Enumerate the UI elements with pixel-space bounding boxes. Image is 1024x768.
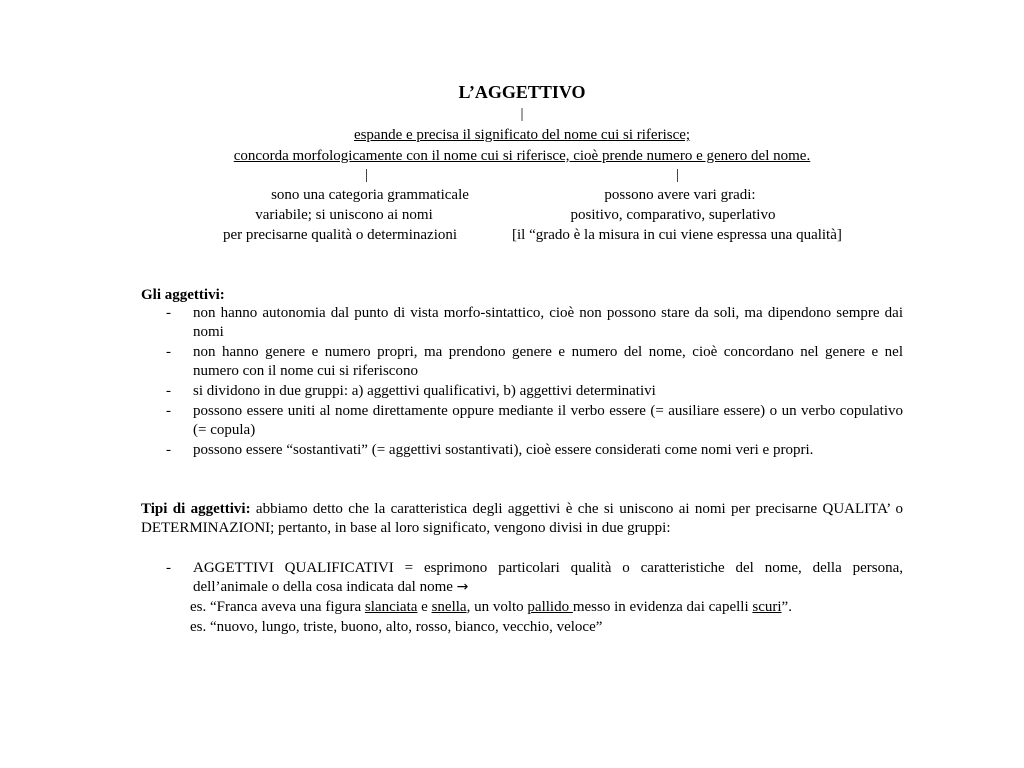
- left-col-line-2: variabile; si uniscono ai nomi: [255, 207, 433, 223]
- section-tipi-paragraph: [141, 500, 903, 538]
- right-col-line-2: positivo, comparativo, superlativo: [570, 207, 776, 223]
- example-line-1: [190, 598, 792, 617]
- right-col-line-1: possono avere vari gradi:: [604, 187, 756, 203]
- example-underlined-word: pallido: [527, 599, 573, 615]
- example-text: es. “Franca aveva una figura: [190, 599, 365, 615]
- definition-line-1: espande e precisa il significato del nome cui si riferisce;: [353, 127, 691, 143]
- connector-line: |: [520, 106, 524, 122]
- list-item-text: non hanno autonomia dal punto di vista morfo-sintattico, cioè non possono stare da soli, ma dipendono sempre dai nomi: [193, 305, 903, 340]
- list-item-text: possono essere “sostantivati” (= aggettivi sostantivati), cioè essere considerati come nomi veri e propri.: [193, 442, 814, 458]
- page-title: L’AGGETTIVO: [458, 82, 586, 102]
- example-text: messo in evidenza dai capelli: [572, 599, 753, 615]
- example-text: , un volto: [466, 599, 528, 615]
- example-underlined-word: scuri: [752, 599, 782, 615]
- definition-line-2: concorda morfologicamente con il nome cui si riferisce, cioè prende numero e genero del nome.: [233, 148, 811, 164]
- connector-line-right: |: [676, 167, 680, 183]
- arrow-right-icon: →: [456, 579, 469, 595]
- left-col-line-3: per precisarne qualità o determinazioni: [222, 227, 458, 243]
- list-item-text: si dividono in due gruppi: a) aggettivi qualificativi, b) aggettivi determinativi: [193, 383, 656, 399]
- example-underlined-word: slanciata: [364, 599, 418, 615]
- example-text: ”.: [781, 599, 792, 615]
- list-bullet: -: [166, 403, 171, 419]
- example-underlined-word: snella: [431, 599, 467, 615]
- list-item-qualificativi: [193, 559, 903, 597]
- left-col-line-1: sono una categoria grammaticale: [271, 187, 469, 203]
- list-bullet: -: [166, 383, 171, 399]
- right-col-line-3: [il “grado è la misura in cui viene espressa una qualità]: [512, 227, 842, 243]
- list-bullet: -: [166, 442, 171, 458]
- example-line-2: es. “nuovo, lungo, triste, buono, alto, rosso, bianco, vecchio, veloce”: [190, 619, 603, 635]
- list-bullet: -: [166, 560, 171, 576]
- section-tipi-intro: abbiamo detto che la caratteristica degli aggettivi è che si uniscono ai nomi per precisarne QUALITA’ o DETERMINAZIONI; pertanto, in base al loro significato, vengono divisi in due gruppi:: [141, 501, 904, 536]
- section-heading-gli-aggettivi: Gli aggettivi:: [141, 287, 225, 303]
- section-heading-tipi: Tipi di aggettivi:: [141, 501, 251, 517]
- list-bullet: -: [166, 305, 171, 321]
- example-text: e: [417, 599, 432, 615]
- list-item-text: possono essere uniti al nome direttamente oppure mediante il verbo essere (= ausiliare essere) o un verbo copulativo (= copula): [193, 403, 903, 438]
- connector-line-left: |: [365, 167, 369, 183]
- list-item-text: AGGETTIVI QUALIFICATIVI = esprimono particolari qualità o caratteristiche del nome, della persona, dell’animale o della cosa indicata dal nome: [193, 560, 903, 595]
- list-bullet: -: [166, 344, 171, 360]
- list-item-text: non hanno genere e numero propri, ma prendono genere e numero del nome, cioè concordano nel genere e nel numero con il nome cui si riferiscono: [193, 344, 903, 379]
